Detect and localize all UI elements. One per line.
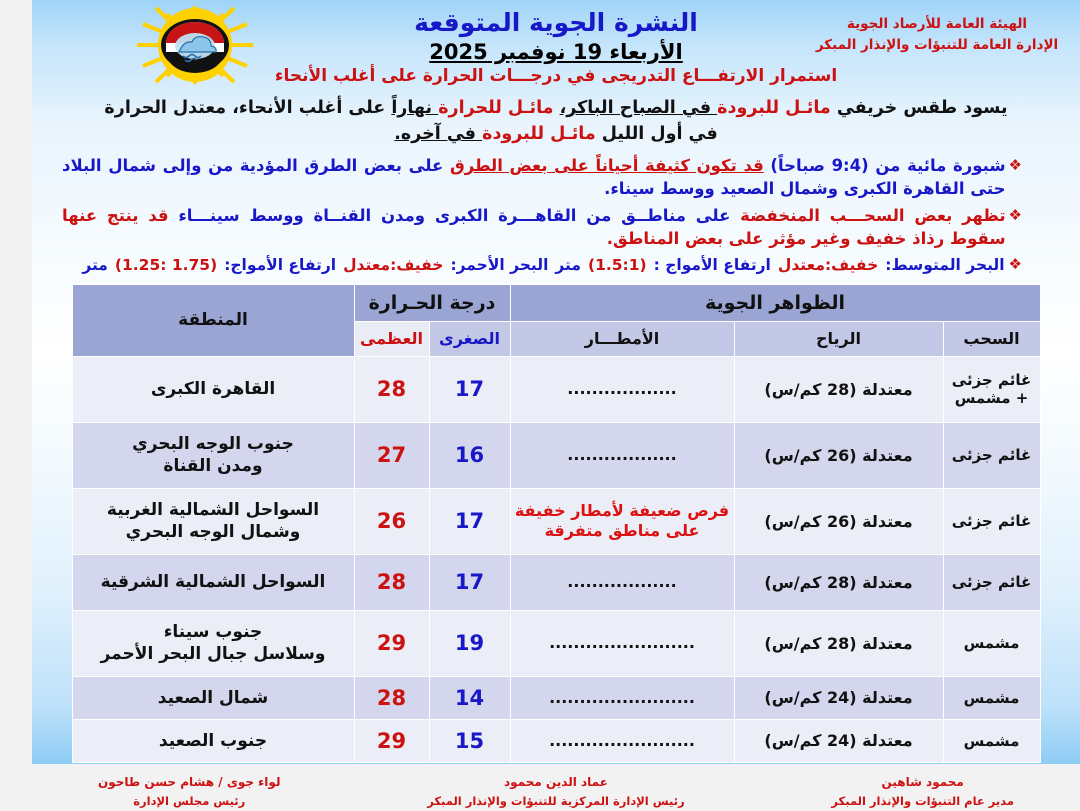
summary-seg-4: مائـل للحرارة	[438, 98, 560, 118]
cell-wind: معتدلة (26 كم/س)	[734, 422, 943, 488]
header-region: المنطقة	[72, 284, 354, 356]
cell-min-temp: 17	[429, 554, 510, 610]
header-rain: الأمطـــار	[510, 321, 734, 356]
bullet-item-clouds	[62, 204, 1022, 251]
signature-block-1	[831, 773, 1014, 811]
med-sea-label: البحر المتوسط:	[885, 255, 1005, 274]
cell-wind: معتدلة (28 كم/س)	[734, 554, 943, 610]
clouds-seg-1: تظهر بعض السحـــب المنخفضة	[740, 205, 1006, 225]
fog-seg-2: قد تكون كثيفة أحياناً على بعض الطرق	[449, 155, 764, 175]
red-wave-label: ارتفاع الأمواج:	[224, 255, 337, 274]
org-line-1: الهيئة العامة للأرصاد الجوية	[846, 16, 1028, 32]
cell-max-temp: 28	[354, 554, 429, 610]
signature-block-3	[98, 773, 280, 811]
med-wave-value: (1.5:1)	[587, 255, 647, 274]
summary-seg-6: على أغلب الأنحاء، معتدل الحرارة في أول الليل	[104, 98, 718, 144]
cell-rain: ........................	[510, 719, 734, 762]
cell-region: السواحل الشمالية الشرقية	[72, 554, 354, 610]
bullet-fog-text	[62, 154, 1006, 201]
header-max-temp: العظمى	[354, 321, 429, 356]
header-phenomena: الظواهر الجوية	[510, 284, 1040, 321]
header-min-temp: الصغرى	[429, 321, 510, 356]
diamond-bullet-icon: ❖	[1008, 205, 1022, 224]
med-wave-unit: متر	[555, 255, 581, 274]
signatory-role: مدير عام التنبؤات والإنذار المبكر	[831, 794, 1014, 809]
clouds-seg-2: على مناطــق من القاهـــرة الكبرى ومدن القنــاة ووسط سينـــاء	[168, 205, 741, 225]
cell-min-temp: 16	[429, 422, 510, 488]
cell-region: جنوب سيناء وسلاسل جبال البحر الأحمر	[72, 610, 354, 676]
cell-region: القاهرة الكبرى	[72, 356, 354, 422]
table-header-row-top	[72, 284, 1040, 321]
cell-region: السواحل الشمالية الغربية وشمال الوجه البحري	[72, 488, 354, 554]
header-temperature: درجة الحـرارة	[354, 284, 510, 321]
diamond-bullet-icon: ❖	[1008, 255, 1022, 274]
bullet-item-fog	[62, 154, 1022, 201]
cell-cloud: غائم جزئى	[943, 488, 1040, 554]
signatory-name: محمود شاهين	[881, 774, 964, 789]
summary-seg-1: يسود طقس خريفي	[830, 98, 1008, 118]
cell-rain: ..................	[510, 554, 734, 610]
cell-max-temp: 29	[354, 610, 429, 676]
cell-wind: معتدلة (28 كم/س)	[734, 610, 943, 676]
header-winds: الرياح	[734, 321, 943, 356]
forecast-table	[72, 284, 1041, 763]
cell-rain: ........................	[510, 610, 734, 676]
fog-seg-1: شبورة مائية من (9:4 صباحاً)	[763, 155, 1006, 175]
cell-min-temp: 17	[429, 488, 510, 554]
cell-wind: معتدلة (24 كم/س)	[734, 676, 943, 719]
cell-cloud: غائم جزئى + مشمس	[943, 356, 1040, 422]
signature-block-2	[427, 773, 684, 811]
cell-region: جنوب الصعيد	[72, 719, 354, 762]
cell-min-temp: 15	[429, 719, 510, 762]
cell-cloud: مشمس	[943, 676, 1040, 719]
cell-max-temp: 28	[354, 676, 429, 719]
bulletin-page	[32, 0, 1080, 809]
summary-seg-2: مائـل للبرودة	[717, 98, 831, 118]
cell-wind: معتدلة (28 كم/س)	[734, 356, 943, 422]
red-sea-label: البحر الأحمر:	[450, 255, 549, 274]
bullet-clouds-text	[62, 204, 1006, 251]
table-row	[72, 488, 1040, 554]
page-title: النشرة الجوية المتوقعة	[414, 8, 698, 37]
table-row	[72, 422, 1040, 488]
cell-min-temp: 19	[429, 610, 510, 676]
clouds-seg-3: قد ينتج عنها سقوط رذاذ خفيف وغير مؤثر على بعض المناطق.	[62, 205, 1006, 249]
cell-cloud: غائم جزئى	[943, 554, 1040, 610]
bulletin-date: الأربعاء 19 نوفمبر 2025	[429, 40, 683, 64]
summary-seg-7: مائـل للبرودة	[482, 123, 596, 144]
table-body	[72, 356, 1040, 762]
cell-max-temp: 29	[354, 719, 429, 762]
bullet-list	[62, 154, 1022, 251]
sea-conditions-line	[62, 253, 1022, 276]
table-row	[72, 356, 1040, 422]
med-wave-label: ارتفاع الأمواج :	[653, 255, 771, 274]
cell-wind: معتدلة (26 كم/س)	[734, 488, 943, 554]
header-clouds: السحب	[943, 321, 1040, 356]
cell-min-temp: 17	[429, 356, 510, 422]
cell-rain: ..................	[510, 356, 734, 422]
med-sea-state: خفيف:معتدل	[777, 255, 879, 274]
table-row	[72, 676, 1040, 719]
signatory-role: رئيس الإدارة المركزية للتنبؤات والإنذار المبكر	[427, 794, 685, 809]
cell-min-temp: 14	[429, 676, 510, 719]
summary-seg-3: في الصباح الباكر،	[559, 98, 718, 118]
cell-wind: معتدلة (24 كم/س)	[734, 719, 943, 762]
org-line-2: الإدارة العامة للتنبؤات والإنذار المبكر	[815, 36, 1059, 53]
cell-max-temp: 28	[354, 356, 429, 422]
table-row	[72, 719, 1040, 762]
signatory-name: لواء جوى / هشام حسن طاحون	[98, 774, 281, 789]
footer-signatures	[98, 773, 1014, 811]
page-header	[32, 0, 1080, 96]
cell-cloud: غائم جزئى	[943, 422, 1040, 488]
cell-rain: فرص ضعيفة لأمطار خفيفة على مناطق متفرقة	[510, 488, 734, 554]
headline-text: استمرار الارتفـــاع التدريجى في درجـــات الحرارة على أغلب الأنحاء	[274, 66, 838, 86]
table-row	[72, 554, 1040, 610]
table-row	[72, 610, 1040, 676]
signatory-name: عماد الدين محمود	[503, 774, 608, 789]
cell-region: جنوب الوجه البحري ومدن القناة	[72, 422, 354, 488]
red-wave-value: (1.75 :1.25)	[114, 255, 218, 274]
cell-cloud: مشمس	[943, 719, 1040, 762]
cell-max-temp: 27	[354, 422, 429, 488]
summary-paragraph	[92, 96, 1020, 148]
red-sea-state: خفيف:معتدل	[343, 255, 444, 274]
red-wave-unit: متر	[82, 255, 108, 274]
cell-region: شمال الصعيد	[72, 676, 354, 719]
summary-seg-5: نهاراً	[391, 98, 439, 118]
summary-seg-8: في آخره.	[394, 123, 483, 144]
diamond-bullet-icon: ❖	[1008, 155, 1022, 174]
cell-rain: ..................	[510, 422, 734, 488]
cell-max-temp: 26	[354, 488, 429, 554]
signatory-role: رئيس مجلس الإدارة	[133, 794, 246, 809]
cell-rain: ........................	[510, 676, 734, 719]
cell-cloud: مشمس	[943, 610, 1040, 676]
fog-seg-3: على بعض الطرق المؤدية من وإلى شمال البلاد حتى القاهرة الكبرى وشمال الصعيد ووسط سيناء.	[62, 155, 1006, 199]
